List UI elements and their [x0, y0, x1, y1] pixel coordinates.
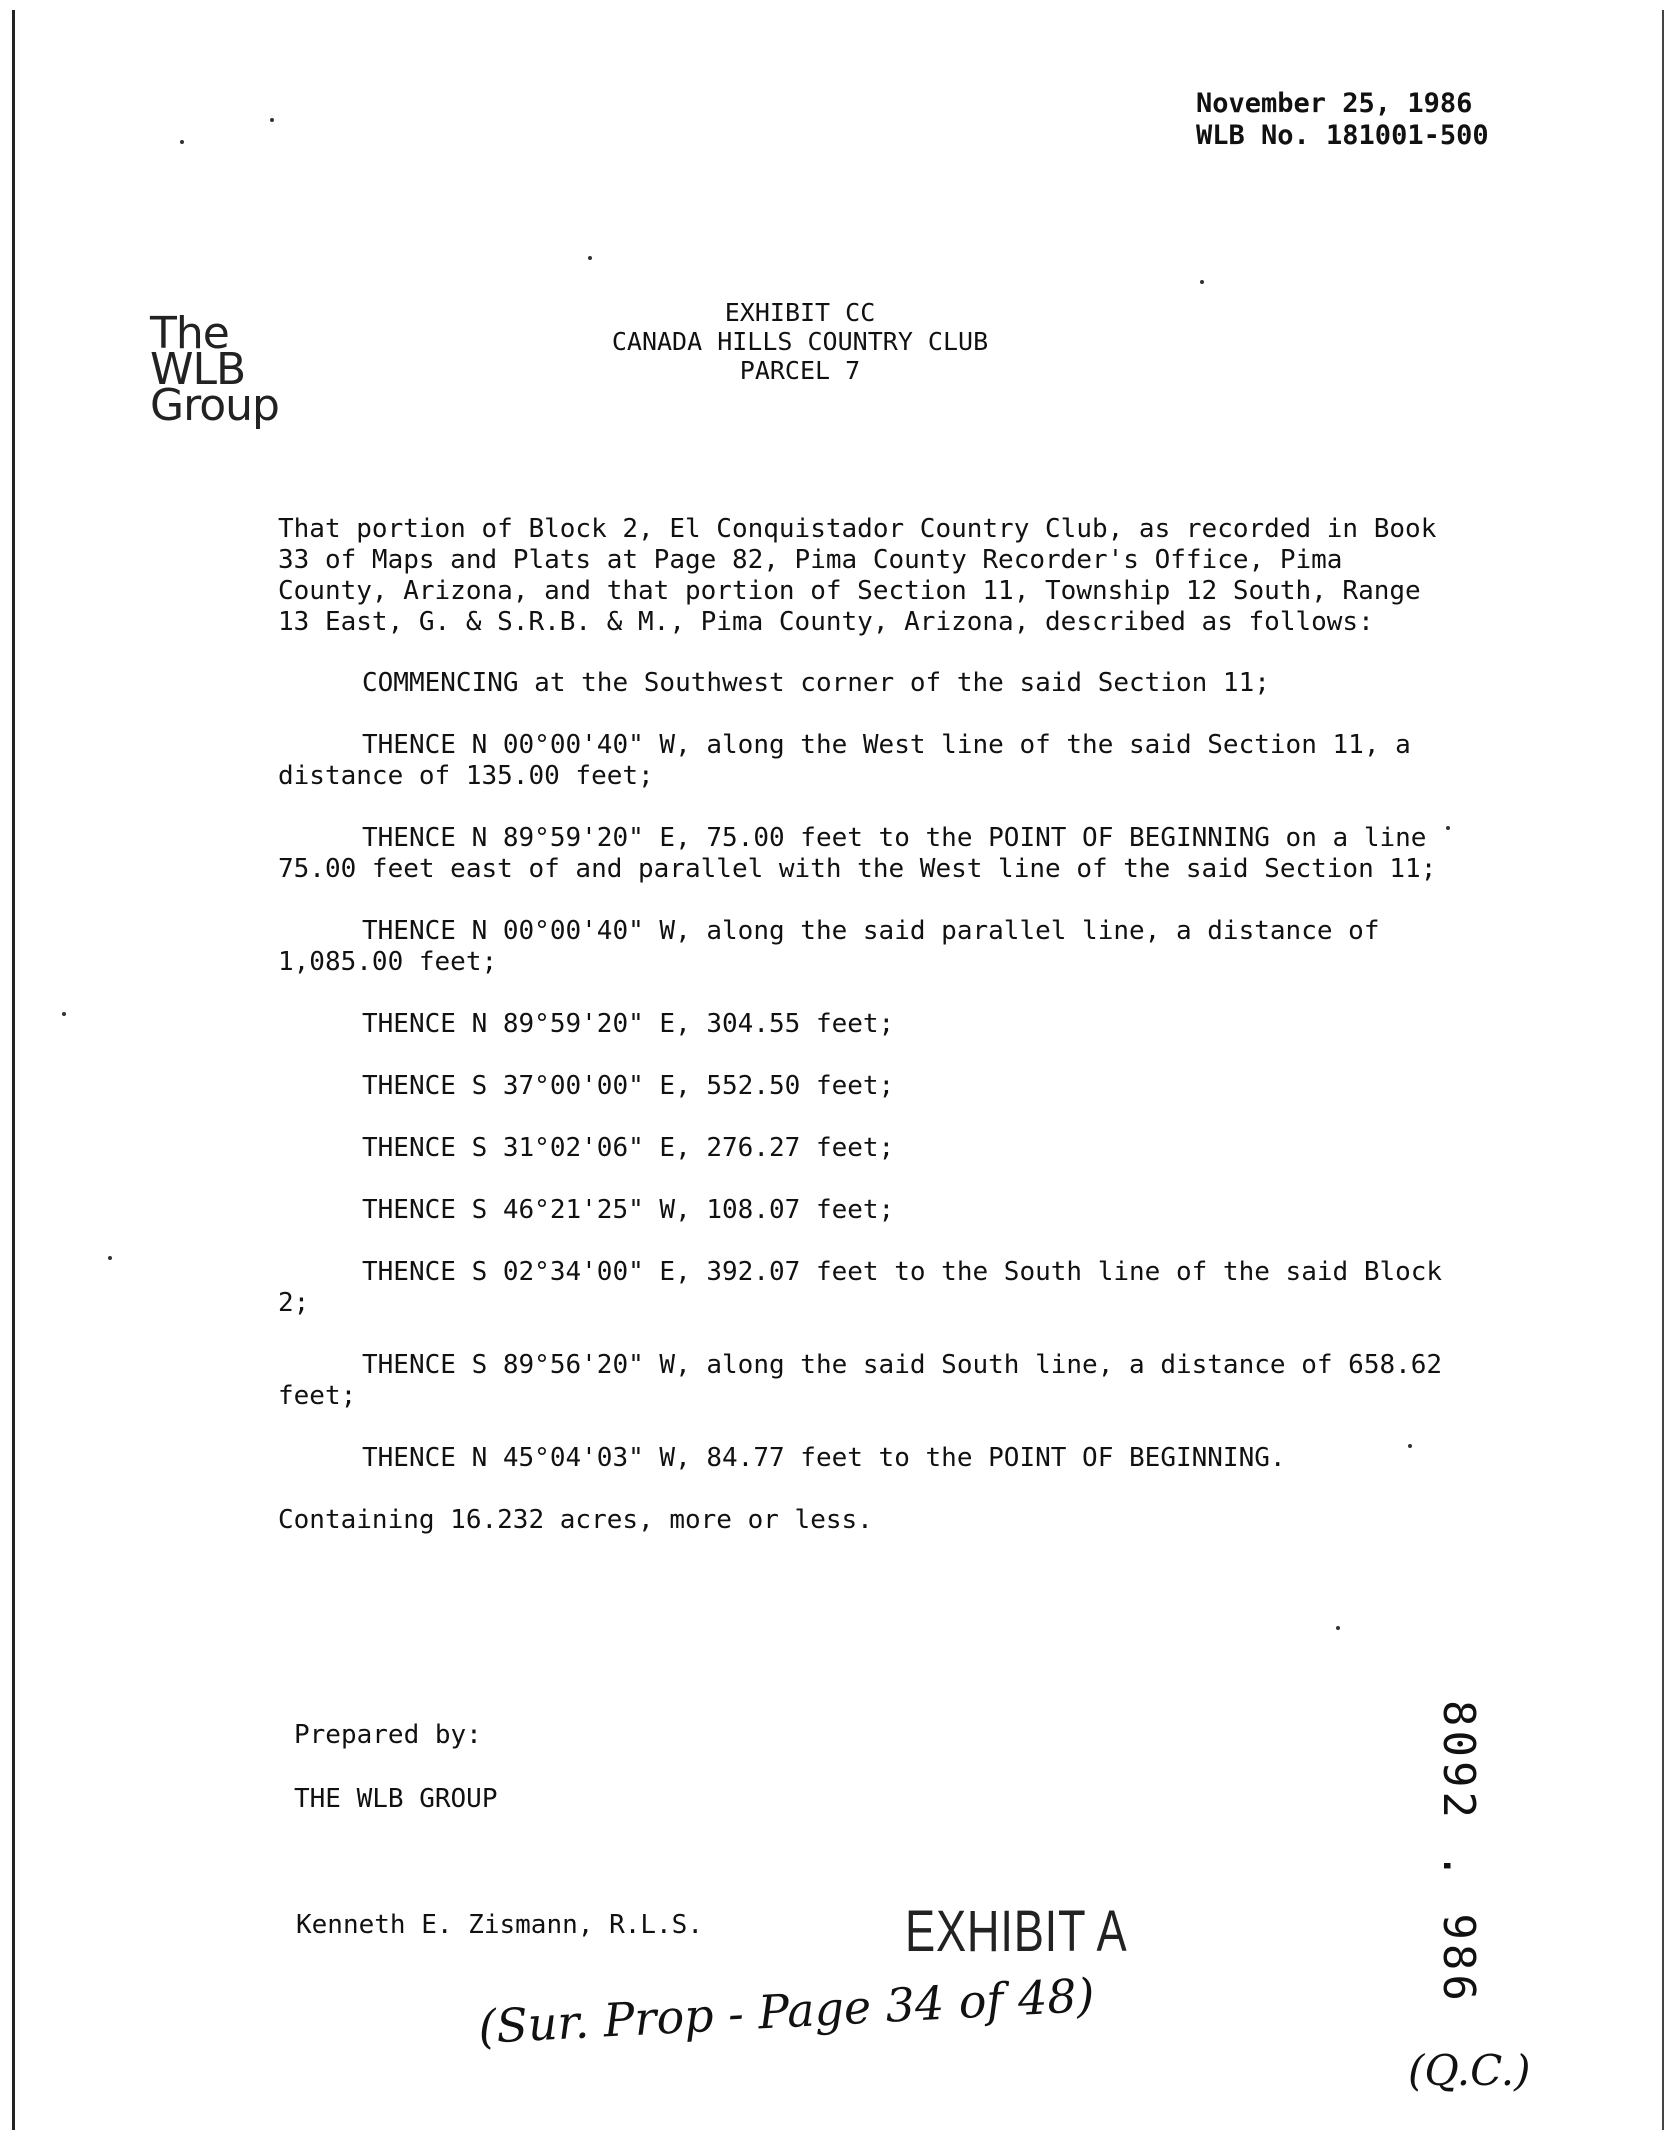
wlb-group-logo: [150, 308, 279, 431]
handwritten-qc: (Q.C.): [1408, 2046, 1531, 2095]
title-line-1: EXHIBIT CC: [724, 298, 876, 327]
wlb-number: WLB No. 181001-500: [1196, 120, 1489, 151]
title-line-2: CANADA HILLS COUNTRY CLUB: [611, 327, 989, 356]
call-8: THENCE S 46°21'25" W, 108.07 feet;: [362, 1195, 895, 1225]
signer-name: Kenneth E. Zismann, R.L.S.: [296, 1910, 703, 1940]
call-1: COMMENCING at the Southwest corner of the said Section 11;: [362, 668, 1270, 698]
call-6: THENCE S 37°00'00" E, 552.50 feet;: [362, 1071, 895, 1101]
call-3: THENCE N 89°59'20" E, 75.00 feet to the POINT OF BEGINNING on a line 75.00 feet east of and parallel with the West line of the said Section 11;: [278, 823, 1437, 884]
logo-line-2: WLB: [150, 344, 246, 395]
header-meta: [1196, 88, 1489, 152]
legal-description: [278, 514, 1458, 1536]
scan-speck: [1446, 826, 1450, 830]
call-9: THENCE S 02°34'00" E, 392.07 feet to the South line of the said Block 2;: [278, 1257, 1443, 1318]
call-2: THENCE N 00°00'40" W, along the West line of the said Section 11, a distance of 135.00 feet;: [278, 730, 1411, 791]
recording-number: 8092 . 986: [1433, 1700, 1484, 2005]
scan-speck: [1408, 1444, 1412, 1448]
scan-speck: [588, 256, 592, 260]
call-5: THENCE N 89°59'20" E, 304.55 feet;: [362, 1009, 895, 1039]
document-date: November 25, 1986: [1196, 88, 1473, 119]
logo-line-1: The: [150, 308, 229, 359]
exhibit-title: [560, 298, 1040, 385]
logo-line-3: Group: [150, 380, 279, 431]
prepared-by-org: THE WLB GROUP: [294, 1784, 498, 1814]
scan-speck: [1336, 1626, 1340, 1630]
scan-speck: [180, 140, 184, 144]
scan-speck: [62, 1012, 66, 1016]
exhibit-stamp: EXHIBIT A: [905, 1899, 1128, 1964]
scan-speck: [108, 1256, 112, 1260]
intro-paragraph: That portion of Block 2, El Conquistador Country Club, as recorded in Book 33 of Maps and Plats at Page 82, Pima County Recorder's Office, Pima County, Arizona, and that portion of Section 11, Township 12 South, Range 13 East, G. & S.R.B. & M., Pima County, Arizona, described as follows:: [278, 514, 1437, 637]
call-4: THENCE N 00°00'40" W, along the said parallel line, a distance of 1,085.00 feet;: [278, 916, 1380, 977]
acreage-statement: Containing 16.232 acres, more or less.: [278, 1505, 873, 1535]
scan-speck: [1200, 280, 1204, 284]
title-line-3: PARCEL 7: [739, 356, 861, 385]
call-10: THENCE S 89°56'20" W, along the said South line, a distance of 658.62 feet;: [278, 1350, 1443, 1411]
scan-speck: [270, 118, 274, 122]
call-11: THENCE N 45°04'03" W, 84.77 feet to the POINT OF BEGINNING.: [362, 1443, 1286, 1473]
call-7: THENCE S 31°02'06" E, 276.27 feet;: [362, 1133, 895, 1163]
prepared-by-label: Prepared by:: [294, 1720, 482, 1750]
handwritten-note: (Sur. Prop - Page 34 of 48): [477, 1967, 1096, 2055]
